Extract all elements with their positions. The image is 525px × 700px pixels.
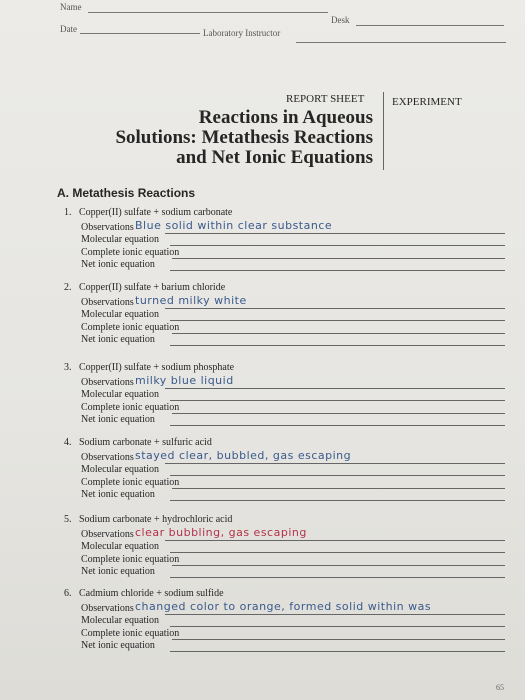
complete-label: Complete ionic equation [81, 476, 180, 488]
observations-label: Observations [81, 297, 134, 308]
net-answer-line [170, 425, 505, 426]
complete-label: Complete ionic equation [81, 246, 180, 258]
reaction-title: Copper(II) sulfate + sodium phosphate [79, 362, 235, 373]
reaction-title: Copper(II) sulfate + sodium carbonate [79, 207, 233, 218]
instructor-line [296, 42, 506, 43]
instructor-label: Laboratory Instructor [203, 28, 281, 38]
molecular-answer-line [170, 400, 505, 401]
molecular-label: Molecular equation [81, 309, 160, 321]
net-answer-line [170, 345, 505, 346]
title-line-2: Solutions: Metathesis Reactions [115, 127, 373, 148]
item-number: 6. [64, 588, 72, 599]
molecular-answer-line [170, 320, 505, 321]
header-divider [383, 92, 384, 170]
molecular-label: Molecular equation [81, 464, 160, 476]
reaction-title: Sodium carbonate + sulfuric acid [79, 437, 212, 448]
desk-line [356, 25, 504, 26]
molecular-answer-line [170, 626, 505, 627]
molecular-label: Molecular equation [81, 234, 160, 246]
observations-answer-line [165, 233, 505, 234]
complete-answer-line [172, 565, 505, 566]
observations-answer-line [165, 463, 505, 464]
observations-label: Observations [81, 222, 134, 233]
date-label: Date [60, 24, 77, 34]
complete-answer-line [172, 333, 505, 334]
section-heading: A. Metathesis Reactions [57, 186, 196, 200]
item-number: 3. [64, 362, 72, 373]
observations-label: Observations [81, 529, 134, 540]
handwritten-observation: clear bubbling, gas escaping [135, 526, 307, 539]
item-number: 4. [64, 437, 72, 448]
desk-label: Desk [331, 15, 350, 25]
net-answer-line [170, 577, 505, 578]
item-number: 1. [64, 207, 72, 218]
handwritten-observation: milky blue liquid [135, 374, 234, 387]
item-number: 2. [64, 282, 72, 293]
observations-answer-line [165, 388, 505, 389]
complete-answer-line [172, 639, 505, 640]
net-answer-line [170, 651, 505, 652]
observations-label: Observations [81, 377, 134, 388]
handwritten-observation: turned milky white [135, 294, 247, 307]
name-line [88, 12, 328, 13]
complete-answer-line [172, 413, 505, 414]
reaction-title: Copper(II) sulfate + barium chloride [79, 282, 226, 293]
net-label: Net ionic equation [81, 334, 155, 346]
molecular-answer-line [170, 245, 505, 246]
complete-answer-line [172, 488, 505, 489]
net-label: Net ionic equation [81, 259, 155, 271]
handwritten-observation: Blue solid within clear substance [135, 219, 333, 232]
date-line [80, 33, 200, 34]
page-number: 65 [496, 683, 504, 692]
name-label: Name [60, 2, 82, 12]
complete-label: Complete ionic equation [81, 321, 180, 333]
molecular-answer-line [170, 475, 505, 476]
net-answer-line [170, 500, 505, 501]
complete-label: Complete ionic equation [81, 553, 180, 565]
molecular-label: Molecular equation [81, 541, 160, 553]
complete-label: Complete ionic equation [81, 627, 180, 639]
net-label: Net ionic equation [81, 640, 155, 652]
title-line-1: Reactions in Aqueous [198, 107, 373, 128]
report-sheet-label: REPORT SHEET [286, 93, 365, 105]
net-label: Net ionic equation [81, 414, 155, 426]
complete-label: Complete ionic equation [81, 401, 180, 413]
observations-label: Observations [81, 603, 134, 614]
handwritten-observation: changed color to orange, formed solid within was [135, 600, 432, 613]
molecular-answer-line [170, 552, 505, 553]
observations-answer-line [165, 308, 505, 309]
net-answer-line [170, 270, 505, 271]
net-label: Net ionic equation [81, 566, 155, 578]
net-label: Net ionic equation [81, 489, 155, 501]
molecular-label: Molecular equation [81, 389, 160, 401]
observations-answer-line [165, 540, 505, 541]
title-line-3: and Net Ionic Equations [176, 147, 373, 168]
observations-label: Observations [81, 452, 134, 463]
molecular-label: Molecular equation [81, 615, 160, 627]
complete-answer-line [172, 258, 505, 259]
item-number: 5. [64, 514, 72, 525]
experiment-label: EXPERIMENT [392, 96, 462, 108]
observations-answer-line [165, 614, 505, 615]
reaction-title: Sodium carbonate + hydrochloric acid [79, 514, 233, 525]
reaction-title: Cadmium chloride + sodium sulfide [79, 588, 224, 599]
handwritten-observation: stayed clear, bubbled, gas escaping [135, 449, 352, 462]
